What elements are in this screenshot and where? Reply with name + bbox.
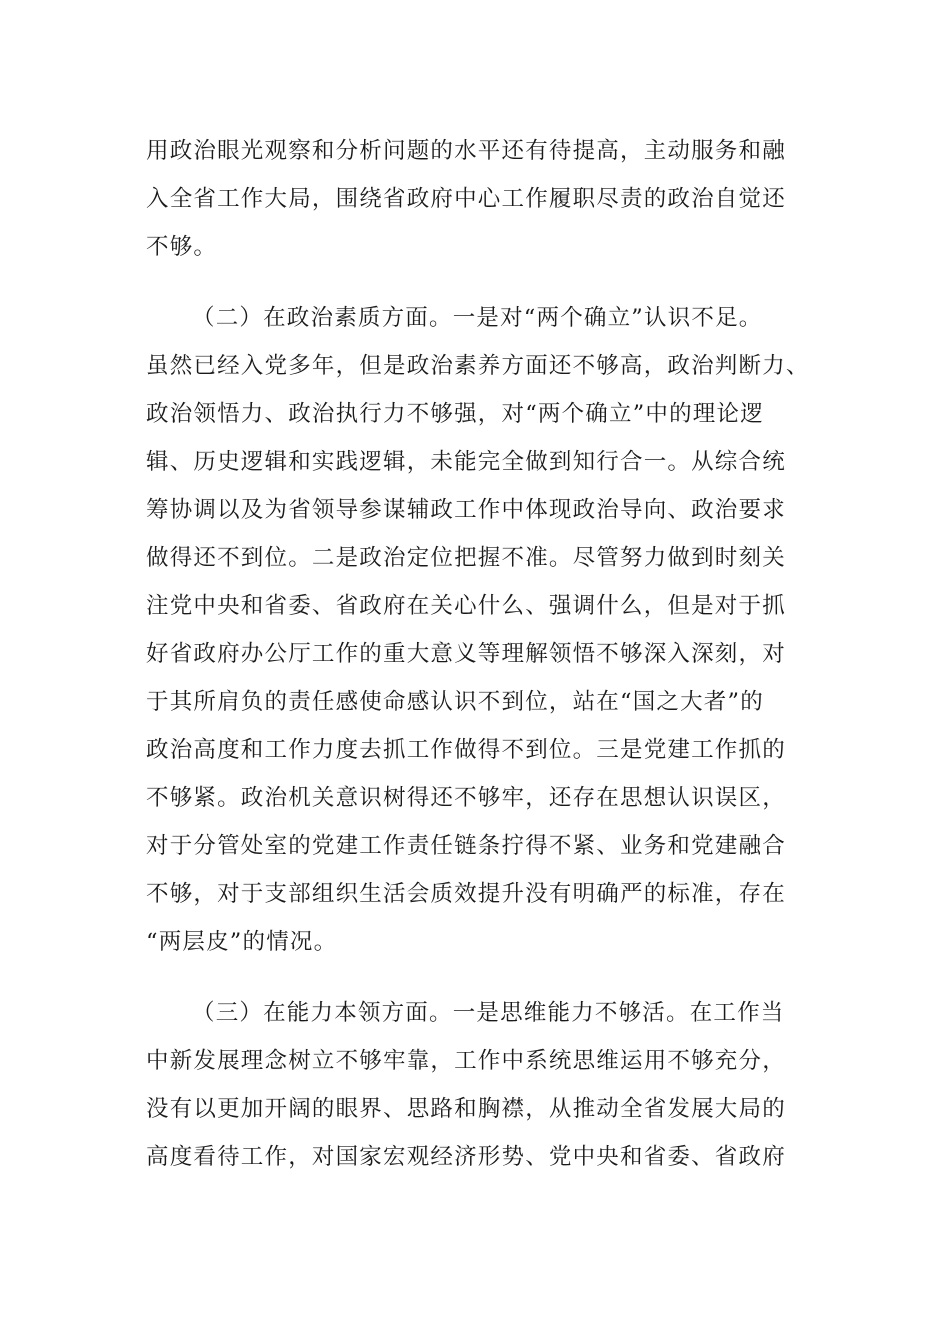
paragraph-2-line-5: 筹协调以及为省领导参谋辅政工作中体现政治导向、政治要求: [146, 497, 786, 523]
paragraph-2-line-12: 对于分管处室的党建工作责任链条拧得不紧、业务和党建融合: [146, 833, 786, 859]
paragraph-3-line-1: （三）在能力本领方面。一是思维能力不够活。在工作当: [192, 1000, 785, 1026]
paragraph-2-line-14: “两层皮”的情况。: [146, 929, 338, 955]
paragraph-2-line-10: 政治高度和工作力度去抓工作做得不到位。三是党建工作抓的: [146, 737, 786, 763]
paragraph-1-line-3: 不够。: [146, 234, 218, 260]
paragraph-3-line-3: 没有以更加开阔的眼界、思路和胸襟，从推动全省发展大局的: [146, 1096, 786, 1122]
paragraph-2-line-8: 好省政府办公厅工作的重大意义等理解领悟不够深入深刻，对: [146, 641, 786, 667]
paragraph-1-line-2: 入全省工作大局，围绕省政府中心工作履职尽责的政治自觉还: [146, 186, 786, 212]
paragraph-3-line-2: 中新发展理念树立不够牢靠，工作中系统思维运用不够充分，: [146, 1048, 786, 1074]
paragraph-2-line-4: 辑、历史逻辑和实践逻辑，未能完全做到知行合一。从综合统: [146, 449, 786, 475]
paragraph-2-line-11: 不够紧。政治机关意识树得还不够牢，还存在思想认识误区，: [146, 785, 786, 811]
paragraph-2-line-1: （二）在政治素质方面。一是对“两个确立”认识不足。: [192, 305, 763, 331]
paragraph-2-line-3: 政治领悟力、政治执行力不够强，对“两个确立”中的理论逻: [146, 401, 764, 427]
paragraph-2-line-7: 注党中央和省委、省政府在关心什么、强调什么，但是对于抓: [146, 593, 786, 619]
paragraph-1-line-1: 用政治眼光观察和分析问题的水平还有待提高，主动服务和融: [146, 138, 786, 164]
paragraph-2-line-13: 不够，对于支部组织生活会质效提升没有明确严的标准，存在: [146, 881, 786, 907]
paragraph-3-line-4: 高度看待工作，对国家宏观经济形势、党中央和省委、省政府: [146, 1144, 786, 1170]
paragraph-2-line-6: 做得还不到位。二是政治定位把握不准。尽管努力做到时刻关: [146, 545, 786, 571]
paragraph-2-line-2: 虽然已经入党多年，但是政治素养方面还不够高，政治判断力、: [146, 353, 810, 379]
paragraph-2-line-9: 于其所肩负的责任感使命感认识不到位，站在“国之大者”的: [146, 689, 764, 715]
